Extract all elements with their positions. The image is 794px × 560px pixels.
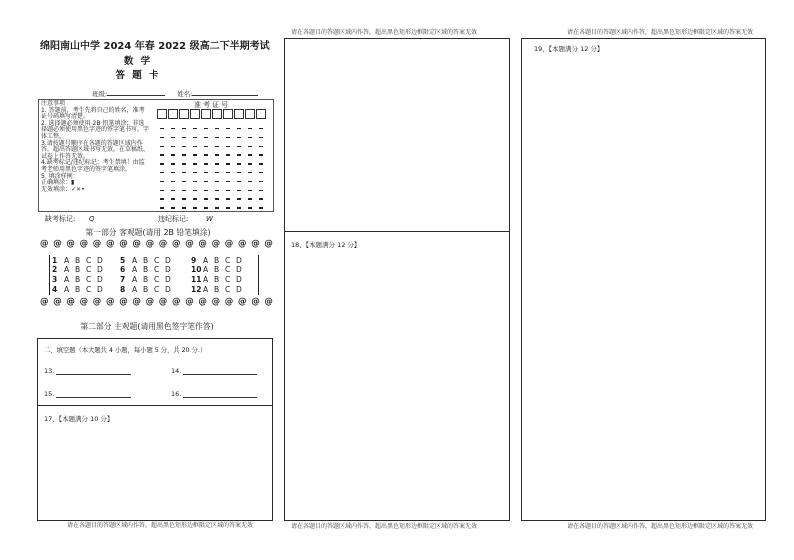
- exam-id-bubble: [171, 154, 175, 155]
- exam-id-bubble: [193, 181, 197, 182]
- exam-id-bubble: [226, 207, 230, 208]
- blank-15-number: 15.: [44, 390, 55, 398]
- question-number: 7: [120, 274, 126, 284]
- blank-16-number: 16.: [171, 390, 182, 398]
- exam-id-bubble: [259, 207, 263, 208]
- choice-question: [120, 285, 180, 294]
- timing-mark: @: [106, 239, 115, 249]
- option-b: B: [75, 274, 81, 284]
- option-a: A: [203, 274, 209, 284]
- timing-mark: @: [238, 297, 247, 307]
- option-d: D: [236, 265, 242, 274]
- subjective-section-heading: 第二部分 主观题(请用黑色签字笔作答): [80, 322, 214, 331]
- option-d: D: [97, 284, 103, 294]
- exam-id-bubble: [259, 172, 263, 173]
- exam-id-bubble: [237, 128, 241, 129]
- exam-id-bubble: [171, 190, 175, 191]
- question-number: 5: [120, 255, 126, 265]
- exam-id-bubble: [215, 128, 219, 129]
- timing-mark: @: [198, 297, 207, 307]
- timing-mark: @: [53, 297, 62, 307]
- choice-question: [120, 275, 180, 284]
- option-d: D: [97, 274, 103, 284]
- question-number: 11: [191, 274, 202, 284]
- exam-id-bubble: [160, 181, 164, 182]
- choice-question: [52, 256, 112, 265]
- exam-id-label: 准考证号: [194, 101, 230, 109]
- exam-id-bubble: [204, 181, 208, 182]
- exam-id-bubble: [182, 172, 186, 173]
- exam-id-bubble: [237, 181, 241, 182]
- exam-id-digit-box: [190, 109, 200, 119]
- exam-id-bubble: [204, 198, 208, 199]
- timing-mark: @: [79, 239, 89, 249]
- timing-mark: @: [53, 239, 62, 249]
- exam-id-bubble: [215, 172, 219, 173]
- instructions-heading: 注意事项: [41, 100, 66, 107]
- exam-id-bubble: [259, 146, 263, 147]
- choice-question: [52, 275, 112, 284]
- exam-id-bubble: [248, 137, 252, 138]
- exam-id-bubble: [226, 154, 230, 155]
- option-c: C: [86, 284, 92, 294]
- timing-mark: @: [251, 297, 260, 307]
- option-a: A: [64, 265, 70, 274]
- fill-in-and-q17-frame: [37, 338, 273, 521]
- blank-13-line: [56, 374, 131, 375]
- exam-id-bubble: [204, 128, 208, 129]
- exam-id-bubble: [215, 163, 219, 164]
- timing-mark: @: [92, 239, 102, 249]
- choice-question: [191, 275, 251, 284]
- question-number: 10: [191, 265, 202, 274]
- option-d: D: [165, 284, 171, 294]
- timing-mark: @: [106, 297, 115, 307]
- exam-title: 绵阳南山中学 2024 年春 2022 级高二下半期考试: [40, 41, 270, 52]
- option-b: B: [214, 255, 220, 265]
- exam-id-bubble: [259, 190, 263, 191]
- option-a: A: [64, 274, 70, 284]
- exam-id-bubble: [215, 207, 219, 208]
- subject-title: 数 学: [123, 56, 153, 67]
- exam-id-bubble: [193, 137, 197, 138]
- exam-id-bubble: [215, 198, 219, 199]
- choice-question: [120, 256, 180, 265]
- option-b: B: [75, 265, 81, 274]
- option-d: D: [236, 255, 242, 265]
- exam-id-bubble: [204, 207, 208, 208]
- instructions-panel: [38, 99, 274, 212]
- exam-id-bubble: [237, 154, 241, 155]
- exam-id-digit-box: [212, 109, 222, 119]
- exam-id-bubble: [171, 146, 175, 147]
- exam-id-bubble: [160, 146, 164, 147]
- exam-id-bubble: [226, 172, 230, 173]
- exam-id-bubble: [237, 146, 241, 147]
- option-c: C: [154, 284, 160, 294]
- bottom-notice-left: 请在各题目的答题区域内作答，超出黑色矩形边框限定区域的答案无效: [66, 522, 253, 529]
- exam-id-bubble: [237, 207, 241, 208]
- exam-id-bubble: [226, 190, 230, 191]
- choice-question: [191, 285, 251, 294]
- exam-id-bubble: [215, 154, 219, 155]
- exam-id-bubble: [204, 190, 208, 191]
- exam-id-bubble: [193, 163, 197, 164]
- option-d: D: [165, 265, 171, 274]
- instruction-item-4: 4.缺考标记/违纪标记：考生禁填！由监考老师用黑色字迹的签字笔填涂。: [41, 159, 145, 173]
- violation-mark-symbol: W: [206, 215, 213, 223]
- option-b: B: [75, 255, 81, 265]
- exam-id-digit-box: [201, 109, 211, 119]
- timing-mark: @: [224, 239, 234, 249]
- correct-fill-label: 正确填涂：: [41, 179, 72, 187]
- option-c: C: [225, 255, 231, 265]
- middle-answer-frame: [284, 38, 510, 521]
- exam-id-bubble: [226, 198, 230, 199]
- exam-id-bubble: [193, 172, 197, 173]
- option-d: D: [236, 274, 242, 284]
- choice-question: [52, 285, 112, 294]
- class-label: 班级:: [92, 90, 108, 98]
- option-b: B: [143, 274, 149, 284]
- timing-mark: @: [119, 297, 128, 307]
- exam-id-bubble: [193, 128, 197, 129]
- question-number: 9: [191, 255, 197, 265]
- option-a: A: [132, 284, 138, 294]
- timing-mark: @: [40, 297, 49, 307]
- question-number: 8: [120, 284, 126, 294]
- timing-mark: @: [79, 297, 89, 307]
- absent-mark-symbol: Q: [89, 215, 95, 223]
- exam-id-bubble: [193, 154, 197, 155]
- exam-id-bubble: [248, 172, 252, 173]
- exam-id-digit-box: [223, 109, 233, 119]
- option-a: A: [64, 255, 70, 265]
- timing-mark: @: [224, 297, 234, 307]
- choice-question: [120, 265, 180, 274]
- question-18-label: 18、【本题满分 12 分】: [291, 241, 361, 249]
- right-answer-frame: [521, 38, 766, 521]
- timing-mark: @: [119, 239, 128, 249]
- exam-id-bubble: [171, 128, 175, 129]
- option-b: B: [143, 255, 149, 265]
- exam-id-bubble: [204, 154, 208, 155]
- timing-mark: @: [172, 239, 181, 249]
- instruction-item-5: 5. 填涂样例：: [41, 172, 79, 180]
- blank-14-number: 14.: [171, 367, 182, 375]
- choice-question: [191, 265, 251, 274]
- exam-id-bubble: [259, 128, 263, 129]
- timing-mark: @: [238, 239, 247, 249]
- exam-id-bubble: [248, 190, 252, 191]
- instruction-item-2: 2. 选择题必须使用 2B 铅笔填涂；非选择题必须使用黑色字迹的签字笔书写，字体工整。: [41, 119, 150, 140]
- option-a: A: [203, 265, 209, 274]
- option-d: D: [165, 274, 171, 284]
- exam-id-bubble: [226, 128, 230, 129]
- timing-mark: @: [185, 239, 194, 249]
- exam-id-bubble: [171, 172, 175, 173]
- exam-id-bubble: [193, 146, 197, 147]
- exam-id-bubble: [237, 198, 241, 199]
- exam-id-bubble: [182, 137, 186, 138]
- timing-mark: @: [145, 297, 155, 307]
- exam-id-bubble: [171, 181, 175, 182]
- timing-mark: @: [40, 239, 49, 249]
- exam-id-bubble: [204, 146, 208, 147]
- option-c: C: [225, 274, 231, 284]
- timing-mark: @: [198, 239, 207, 249]
- exam-id-digit-box: [179, 109, 189, 119]
- exam-id-area: [149, 100, 275, 211]
- wrong-fill-marks: ✓×•: [71, 185, 85, 193]
- exam-id-bubble: [248, 181, 252, 182]
- exam-id-bubble: [182, 181, 186, 182]
- exam-id-bubble: [248, 154, 252, 155]
- option-d: D: [97, 255, 103, 265]
- option-c: C: [225, 284, 231, 294]
- exam-id-bubble: [226, 181, 230, 182]
- exam-id-bubble: [259, 198, 263, 199]
- option-b: B: [214, 265, 220, 274]
- exam-id-bubble: [248, 146, 252, 147]
- exam-id-digit-box: [245, 109, 255, 119]
- exam-id-bubble: [193, 207, 197, 208]
- top-notice-middle: 请在各题目的答题区域内作答，超出黑色矩形边框限定区域的答案无效: [290, 29, 477, 36]
- timing-mark: @: [132, 297, 141, 307]
- exam-id-bubble: [215, 146, 219, 147]
- exam-id-bubble: [226, 137, 230, 138]
- exam-id-bubble: [182, 207, 186, 208]
- timing-mark: @: [185, 297, 194, 307]
- exam-id-digit-boxes: [157, 109, 267, 119]
- wrong-fill-label: 无效填涂：: [41, 185, 72, 193]
- option-c: C: [225, 265, 231, 274]
- timing-mark: @: [211, 297, 221, 307]
- exam-id-bubble: [237, 137, 241, 138]
- exam-id-bubble: [248, 128, 252, 129]
- blank-13-number: 13.: [44, 367, 55, 375]
- exam-id-bubble: [237, 172, 241, 173]
- option-a: A: [203, 284, 209, 294]
- question-number: 2: [52, 265, 58, 274]
- instruction-item-1: 1. 答题前，考生先将自己的姓名，准考证号码填写清楚。: [41, 106, 145, 121]
- exam-id-bubble: [226, 146, 230, 147]
- exam-id-bubble: [160, 190, 164, 191]
- exam-id-bubble: [193, 190, 197, 191]
- choice-question: [52, 265, 112, 274]
- exam-id-bubble: [182, 146, 186, 147]
- exam-id-bubble: [160, 172, 164, 173]
- question-19-label: 19、【本题满分 12 分】: [534, 45, 604, 53]
- exam-id-bubble: [259, 181, 263, 182]
- timing-mark: @: [158, 297, 168, 307]
- option-d: D: [236, 284, 242, 294]
- timing-mark: @: [251, 239, 260, 249]
- exam-id-bubble: [160, 163, 164, 164]
- exam-id-digit-box: [157, 109, 167, 119]
- question-number: 1: [52, 255, 58, 265]
- exam-id-bubble: [182, 154, 186, 155]
- bottom-notice-right: 请在各题目的答题区域内作答，超出黑色矩形边框限定区域的答案无效: [566, 523, 753, 530]
- timing-mark: @: [66, 239, 75, 249]
- timing-mark: @: [66, 297, 75, 307]
- exam-id-bubble: [215, 181, 219, 182]
- class-fill-line: [107, 89, 165, 96]
- timing-mark: @: [264, 297, 273, 307]
- fill-in-title: 二、填空题（本大题共 4 小题，每小题 5 分，共 20 分.）: [44, 347, 207, 354]
- question-number: 3: [52, 274, 58, 284]
- timing-mark: @: [158, 239, 168, 249]
- exam-id-bubble: [248, 163, 252, 164]
- exam-id-bubble: [193, 198, 197, 199]
- option-b: B: [143, 265, 149, 274]
- exam-id-digit-box: [168, 109, 178, 119]
- option-a: A: [64, 284, 70, 294]
- exam-id-bubble: [237, 163, 241, 164]
- instruction-item-3: 3.请按题号顺序在各题的答题区域内作答，超出答题区域书写无效，在草稿纸、试卷上作答无效。: [41, 139, 150, 160]
- option-d: D: [97, 265, 103, 274]
- exam-id-bubble: [182, 128, 186, 129]
- exam-id-bubble: [248, 198, 252, 199]
- correct-fill-mark: ▮: [71, 179, 75, 187]
- name-label: 姓名:: [177, 90, 193, 98]
- option-c: C: [86, 265, 92, 274]
- instructions-notes: [41, 101, 149, 193]
- option-a: A: [203, 255, 209, 265]
- timing-mark: @: [132, 239, 141, 249]
- option-b: B: [214, 284, 220, 294]
- timing-mark: @: [145, 239, 155, 249]
- exam-id-bubble: [215, 190, 219, 191]
- option-c: C: [86, 274, 92, 284]
- exam-id-bubble: [259, 137, 263, 138]
- exam-id-bubble: [204, 163, 208, 164]
- exam-id-bubble: [237, 190, 241, 191]
- option-b: B: [75, 284, 81, 294]
- objective-section-heading: 第一部分 客观题(请用 2B 铅笔填涂): [85, 228, 211, 237]
- wrong-fill-sample: [41, 187, 149, 194]
- question-number: 6: [120, 265, 126, 274]
- exam-id-digit-box: [256, 109, 266, 119]
- option-a: A: [132, 265, 138, 274]
- exam-id-digit-box: [234, 109, 244, 119]
- exam-id-bubble: [182, 163, 186, 164]
- exam-id-bubble: [160, 154, 164, 155]
- exam-id-bubble: [259, 154, 263, 155]
- name-fill-line: [192, 89, 258, 96]
- choice-answer-block: [49, 255, 259, 295]
- option-c: C: [154, 274, 160, 284]
- option-a: A: [132, 255, 138, 265]
- blank-15-line: [56, 397, 131, 398]
- timing-mark: @: [92, 297, 102, 307]
- exam-id-bubble: [160, 207, 164, 208]
- middle-frame-divider: [285, 231, 509, 232]
- answer-card-title: 答 题 卡: [115, 70, 161, 81]
- violation-mark-label: 违纪标记:: [158, 215, 189, 223]
- blank-16-line: [183, 397, 257, 398]
- exam-id-bubble: [160, 128, 164, 129]
- exam-id-bubble: [204, 172, 208, 173]
- exam-id-bubble: [226, 163, 230, 164]
- option-d: D: [165, 255, 171, 265]
- exam-id-bubble: [160, 198, 164, 199]
- option-b: B: [143, 284, 149, 294]
- fill-in-divider: [38, 405, 272, 406]
- question-number: 12: [191, 284, 202, 294]
- exam-id-bubble: [182, 198, 186, 199]
- exam-id-bubble: [248, 207, 252, 208]
- exam-id-bubble: [160, 137, 164, 138]
- exam-id-bubble: [171, 137, 175, 138]
- exam-id-bubble: [259, 163, 263, 164]
- option-c: C: [86, 255, 92, 265]
- option-c: C: [154, 255, 160, 265]
- question-number: 4: [52, 284, 58, 294]
- exam-id-bubble: [204, 137, 208, 138]
- exam-id-bubble: [171, 163, 175, 164]
- exam-id-bubble: [182, 190, 186, 191]
- exam-id-bubble: [171, 198, 175, 199]
- bottom-notice-middle: 请在各题目的答题区域内作答，超出黑色矩形边框限定区域的答案无效: [290, 523, 477, 530]
- absent-mark-label: 缺考标记:: [45, 215, 76, 223]
- exam-id-bubble: [171, 207, 175, 208]
- timing-mark: @: [211, 239, 221, 249]
- timing-mark-row-bottom: [40, 297, 280, 307]
- option-a: A: [132, 274, 138, 284]
- exam-id-bubble: [215, 137, 219, 138]
- student-info-row: [92, 89, 258, 98]
- top-notice-right: 请在各题目的答题区域内作答，超出黑色矩形边框限定区域的答案无效: [566, 29, 753, 36]
- timing-mark-row-top: [40, 239, 280, 249]
- option-b: B: [214, 274, 220, 284]
- exam-id-bubble-grid: [157, 128, 267, 210]
- choice-question: [191, 256, 251, 265]
- blank-14-line: [183, 374, 257, 375]
- timing-mark: @: [172, 297, 181, 307]
- question-17-label: 17、【本题满分 10 分】: [44, 415, 114, 423]
- timing-mark: @: [264, 239, 273, 249]
- option-c: C: [154, 265, 160, 274]
